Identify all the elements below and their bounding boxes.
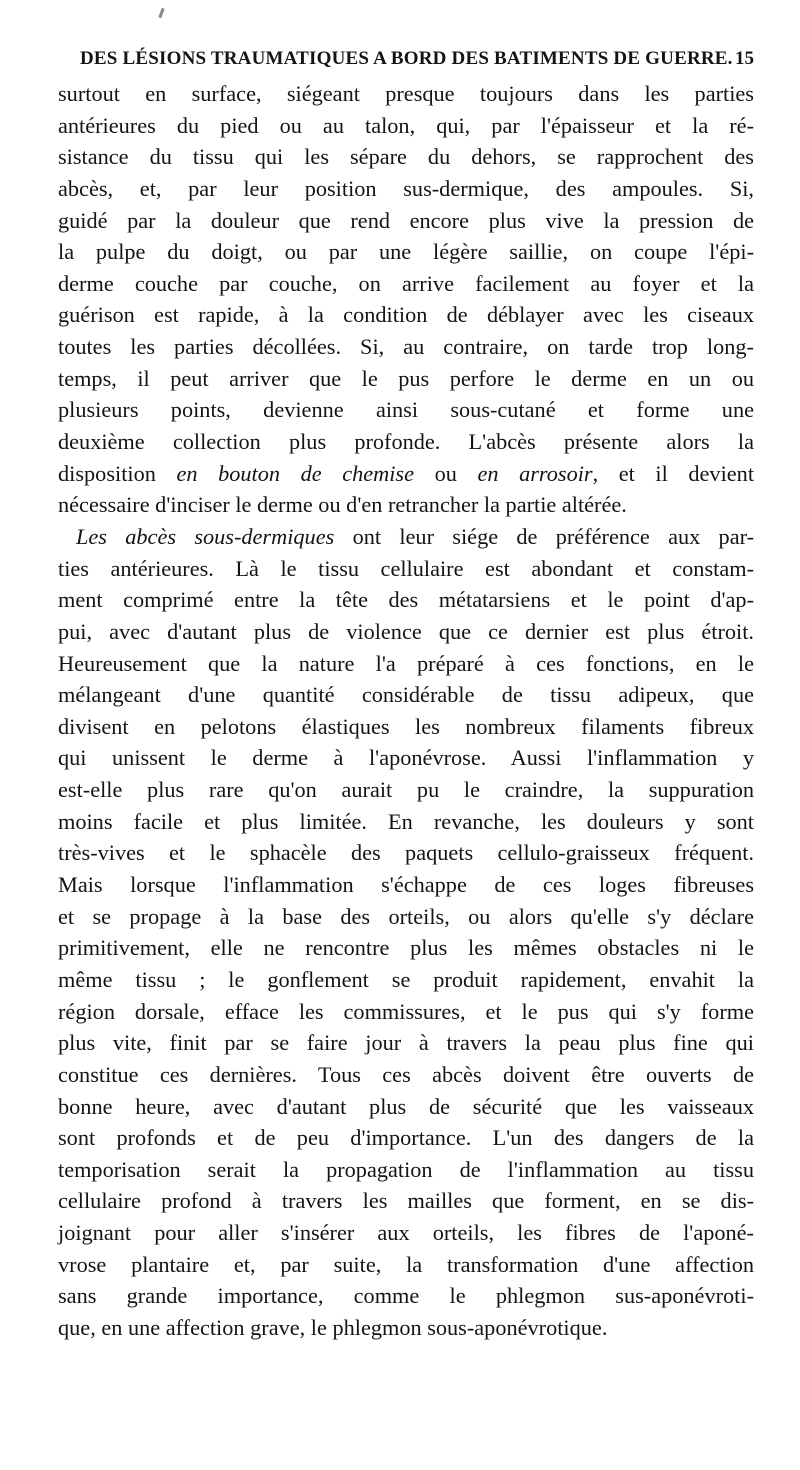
page-header bbox=[60, 42, 754, 76]
text-line: derme couche par couche, on arrive facilement au foyer et la bbox=[58, 270, 754, 296]
text-line: bonne heure, avec d'autant plus de sécurité que les vaisseaux bbox=[58, 1093, 754, 1119]
text-line: cellulaire profond à travers les mailles que forment, en se dis- bbox=[58, 1188, 754, 1214]
text-line: surtout en surface, siégeant presque toujours dans les parties bbox=[58, 81, 754, 106]
text-line: primitivement, elle ne rencontre plus les mêmes obstacles ni le bbox=[58, 935, 754, 961]
text-segment: ont leur siége de préférence aux par- bbox=[334, 523, 754, 549]
text-line: Heureusement que la nature l'a préparé à ces fonctions, en le bbox=[58, 650, 754, 676]
text-line: ties antérieures. Là le tissu cellulaire est abondant et constam- bbox=[58, 555, 754, 581]
text-segment: ou bbox=[414, 460, 478, 486]
text-line bbox=[58, 458, 754, 490]
italic-phrase: en arrosoir bbox=[477, 460, 593, 486]
text-line bbox=[58, 521, 754, 553]
text-line: Mais lorsque l'inflammation s'échappe de ces loges fibreuses bbox=[58, 872, 754, 898]
text-line: ment comprimé entre la tête des métatarsiens et le point d'ap- bbox=[58, 587, 754, 613]
text-line: guidé par la douleur que rend encore plus vive la pression de bbox=[58, 207, 754, 233]
text-line: région dorsale, efface les commissures, et le pus qui s'y forme bbox=[58, 998, 754, 1024]
italic-phrase: en bouton de chemise bbox=[176, 460, 415, 486]
text-line: constitue ces dernières. Tous ces abcès doivent être ouverts de bbox=[58, 1061, 754, 1087]
text-line: que, en une affection grave, le phlegmon sous-aponévrotique. bbox=[58, 1314, 608, 1340]
running-head: DES LÉSIONS TRAUMATIQUES A BORD DES BATIMENTS DE GUERRE. bbox=[80, 48, 733, 69]
italic-phrase: Les abcès sous-dermiques bbox=[76, 523, 335, 549]
stray-ink-mark bbox=[158, 8, 164, 18]
text-line: temporisation serait la propagation de l'inflammation au tissu bbox=[58, 1156, 754, 1182]
text-line: qui unissent le derme à l'aponévrose. Aussi l'inflammation y bbox=[58, 745, 754, 771]
text-line: toutes les parties décollées. Si, au contraire, on tarde trop long- bbox=[58, 334, 754, 360]
text-line: plusieurs points, devienne ainsi sous-cutané et forme une bbox=[58, 397, 754, 423]
text-line: très-vives et le sphacèle des paquets cellulo-graisseux fréquent. bbox=[58, 840, 754, 866]
text-line: sistance du tissu qui les sépare du dehors, se rapprochent des bbox=[58, 144, 754, 170]
text-line: est-elle plus rare qu'on aurait pu le craindre, la suppuration bbox=[58, 777, 754, 803]
text-line: et se propage à la base des orteils, ou alors qu'elle s'y déclare bbox=[58, 903, 754, 929]
text-line: mélangeant d'une quantité considérable de tissu adipeux, que bbox=[58, 682, 754, 708]
text-line: joignant pour aller s'insérer aux orteils, les fibres de l'aponé- bbox=[58, 1220, 754, 1246]
text-line: même tissu ; le gonflement se produit rapidement, envahit la bbox=[58, 966, 754, 992]
body-text bbox=[58, 78, 754, 1344]
text-line: sans grande importance, comme le phlegmon sus-aponévroti- bbox=[58, 1283, 754, 1309]
text-line: plus vite, finit par se faire jour à travers la peau plus fine qui bbox=[58, 1030, 754, 1056]
text-line: divisent en pelotons élastiques les nombreux filaments fibreux bbox=[58, 713, 754, 739]
text-line: temps, il peut arriver que le pus perfore le derme en un ou bbox=[58, 365, 754, 391]
text-line: moins facile et plus limitée. En revanche, les douleurs y sont bbox=[58, 808, 754, 834]
page-number: 15 bbox=[735, 48, 754, 69]
text-line: antérieures du pied ou au talon, qui, par l'épaisseur et la ré- bbox=[58, 112, 754, 138]
text-line: guérison est rapide, à la condition de déblayer avec les ciseaux bbox=[58, 302, 754, 328]
text-line: pui, avec d'autant plus de violence que ce dernier est plus étroit. bbox=[58, 618, 754, 644]
text-line: vrose plantaire et, par suite, la transformation d'une affection bbox=[58, 1251, 754, 1277]
text-line: nécessaire d'inciser le derme ou d'en retrancher la partie altérée. bbox=[58, 492, 627, 518]
text-line: abcès, et, par leur position sus-dermique, des ampoules. Si, bbox=[58, 175, 754, 201]
text-segment: , et il devient bbox=[592, 460, 755, 486]
text-segment: disposition bbox=[58, 460, 177, 486]
text-line: sont profonds et de peu d'importance. L'un des dangers de la bbox=[58, 1125, 754, 1151]
text-line: la pulpe du doigt, ou par une légère saillie, on coupe l'épi- bbox=[58, 239, 754, 265]
text-line: deuxième collection plus profonde. L'abcès présente alors la bbox=[58, 429, 754, 455]
